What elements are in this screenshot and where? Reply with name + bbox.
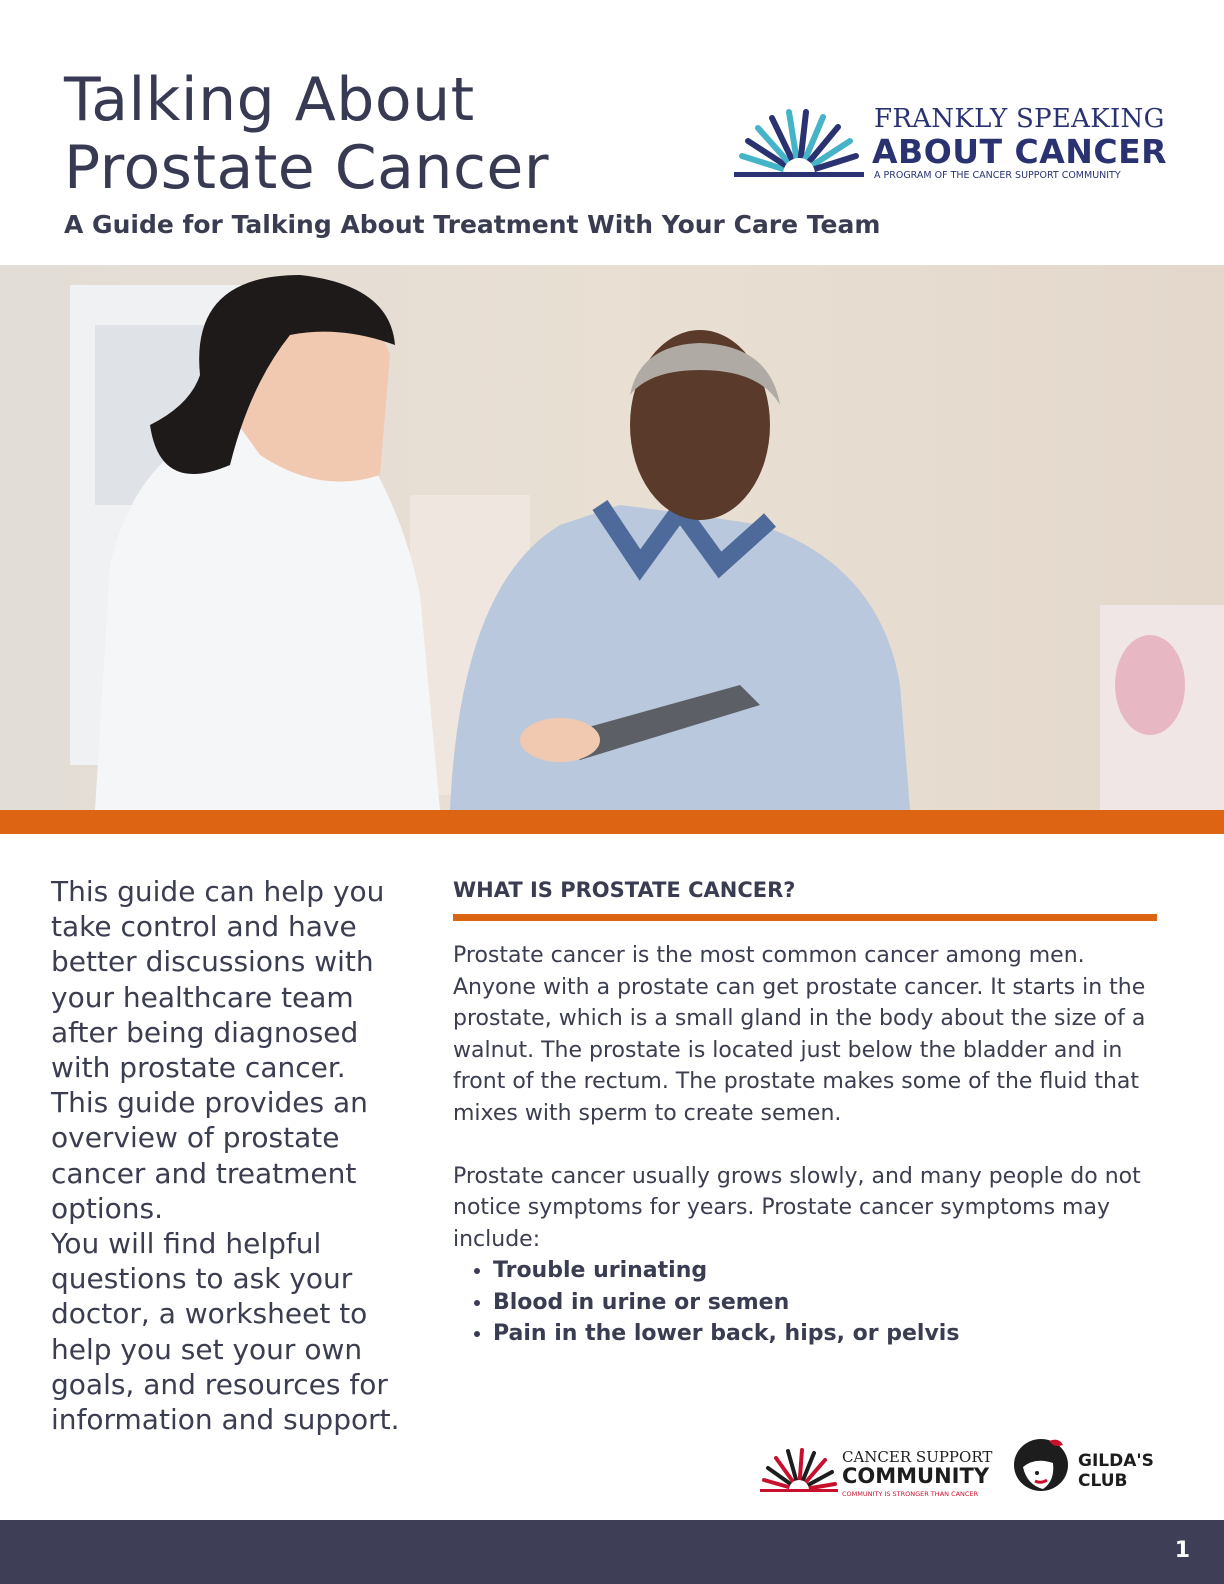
logo-line-1: FRANKLY SPEAKING bbox=[874, 104, 1165, 134]
list-item: • Blood in urine or semen bbox=[493, 1287, 1163, 1319]
csc-logo-line-1: CANCER SUPPORT bbox=[842, 1448, 993, 1466]
page-number: 1 bbox=[1174, 1538, 1190, 1563]
hero-photo bbox=[0, 265, 1224, 810]
doctor-patient-photo-illustration bbox=[0, 265, 1224, 810]
title-line-2: Prostate Cancer bbox=[64, 133, 550, 203]
body-paragraph-1: Prostate cancer is the most common cancer among men. Anyone with a prostate can get prostate cancer. It starts in the prostate, which is a small gland in the body about the size of a walnut. The prostate is located just below the bladder and in front of the rectum. The prostate makes some of the fluid that mixes with sperm to create semen. bbox=[453, 943, 1146, 1126]
page-footer bbox=[0, 1520, 1224, 1584]
gildas-club-logo bbox=[1013, 1435, 1163, 1497]
title-line-1: Talking About bbox=[64, 65, 475, 135]
logo-line-3: A PROGRAM OF THE CANCER SUPPORT COMMUNITY bbox=[874, 170, 1121, 181]
list-item: • Trouble urinating bbox=[493, 1255, 1163, 1287]
page-title bbox=[64, 66, 549, 202]
section-divider bbox=[453, 914, 1157, 921]
frankly-speaking-logo bbox=[734, 104, 1174, 184]
sunburst-logo-icon bbox=[734, 108, 864, 180]
gilda-portrait-icon bbox=[1013, 1435, 1075, 1495]
page-subtitle: A Guide for Talking About Treatment With Your Care Team bbox=[64, 210, 881, 239]
gilda-logo-line-2: CLUB bbox=[1078, 1471, 1128, 1491]
logo-line-2: ABOUT CANCER bbox=[872, 132, 1168, 171]
section-heading: WHAT IS PROSTATE CANCER? bbox=[453, 878, 796, 902]
csc-logo-line-2: COMMUNITY bbox=[842, 1464, 990, 1488]
gilda-logo-line-1: GILDA'S bbox=[1078, 1451, 1154, 1471]
sunburst-red-logo-icon bbox=[760, 1448, 838, 1494]
list-item: • Pain in the lower back, hips, or pelvis bbox=[493, 1318, 1163, 1350]
intro-paragraph-1: This guide can help you take control and have better discussions with your healthcare team after being diagnosed with prostate cancer. This guide provides an overview of prostate cancer and treatment options. bbox=[51, 875, 385, 1225]
section-body bbox=[453, 940, 1163, 1350]
gilda-logo-text bbox=[1078, 1451, 1154, 1491]
cancer-support-community-logo bbox=[760, 1448, 1000, 1498]
intro-paragraph-2: You will find helpful questions to ask your doctor, a worksheet to help you set your own goals, and resources for information and support. bbox=[51, 1227, 400, 1437]
accent-band bbox=[0, 810, 1224, 834]
intro-callout bbox=[51, 874, 401, 1437]
body-paragraph-2: Prostate cancer usually grows slowly, and many people do not notice symptoms for years. Prostate cancer symptoms may include: bbox=[453, 1163, 1141, 1252]
csc-logo-line-3: COMMUNITY IS STRONGER THAN CANCER bbox=[842, 1490, 979, 1498]
symptom-list bbox=[453, 1255, 1163, 1350]
